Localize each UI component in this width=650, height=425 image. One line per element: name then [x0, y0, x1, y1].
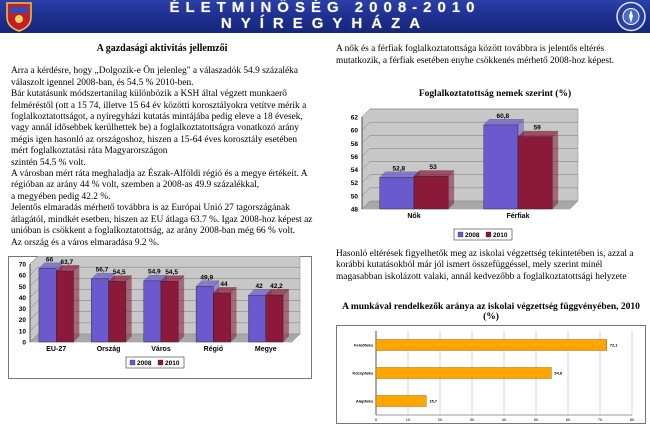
- city-crest-left: [4, 1, 34, 32]
- x-tick-label: 70: [597, 417, 603, 422]
- bar-side-2010: [283, 289, 289, 342]
- bar-2008: [39, 268, 56, 342]
- bar-2010: [56, 271, 73, 342]
- employment-by-area-chart: [8, 256, 313, 380]
- y-tick-label: 50: [18, 283, 26, 291]
- bar-top-2010: [414, 171, 454, 177]
- y-tick-label: 54: [350, 167, 358, 175]
- x-tick-label: Nők: [407, 213, 421, 220]
- bar-2008: [196, 286, 213, 342]
- data-label: 44: [220, 280, 228, 288]
- paragraph-4: A városban mért ráta meghaladja az Észak-Alföldi régió és a megye értékeit. A régióban az arány 44 % volt, szemben a 2008-as 49.9 százalékkal,: [11, 169, 307, 191]
- data-label: 63,7: [60, 258, 74, 266]
- data-label: 54,9: [148, 268, 161, 276]
- bar-top-2008: [380, 172, 420, 178]
- bar-2008: [144, 281, 161, 342]
- bar-2008: [249, 295, 266, 342]
- y-tick-label: 30: [18, 306, 26, 314]
- bar-2008: [91, 279, 108, 342]
- x-tick-label: EU-27: [46, 346, 67, 353]
- x-tick-label: 80: [629, 417, 635, 422]
- banner-title: ÉLETMINŐSÉG 2008-2010: [169, 0, 481, 16]
- chart-legend: [454, 229, 512, 240]
- x-tick-label: Város: [151, 346, 171, 353]
- banner-subtitle: NYÍREGYHÁZA: [220, 15, 430, 32]
- y-tick-label: 20: [18, 317, 26, 325]
- y-tick-label: 0: [22, 339, 26, 347]
- legend-swatch: [130, 360, 135, 365]
- data-label: 60,8: [496, 112, 510, 120]
- bar-2010: [161, 281, 178, 342]
- y-tick-label: 10: [18, 328, 26, 336]
- paragraph-2: Bár kutatásunk módszertanilag különbözik a KSH által végzett munkaerő felméréstől (ott a 15 74, illetve 15 64 év közötti korosztályokra vetítve mérik a foglalkoztatottságot, a nyíregyházi kutatás mintájába pedig eleve a 18 évesek, vagy annál idősebbek kerülhettek be) a foglalkoztatottságra vonatkozó arány mégis igen hasonló az országoshoz, hiszen a 15-64 éves korosztály esetében mért foglalkoztatási ráta Magyarországon: [11, 89, 307, 157]
- y-tick-label: 60: [18, 272, 26, 280]
- bar: [376, 368, 551, 379]
- data-label: 54,5: [112, 269, 126, 277]
- bar-2008: [380, 177, 414, 209]
- legend-label: 2010: [165, 360, 180, 367]
- legend-swatch: [158, 360, 163, 365]
- bar-2010: [414, 176, 448, 209]
- x-tick-label: Ország: [96, 346, 121, 353]
- data-label: 54,5: [165, 269, 178, 277]
- data-label: 66: [45, 256, 54, 264]
- y-tick-label: Felsőfokú: [354, 342, 373, 348]
- bar-top-2010: [518, 131, 558, 137]
- y-tick-label: 70: [18, 261, 26, 269]
- bar-2008: [484, 125, 518, 209]
- bar-side-2010: [126, 276, 132, 342]
- header-banner: [0, 0, 650, 33]
- bar-2010: [109, 281, 126, 342]
- x-tick-label: 30: [469, 417, 475, 422]
- x-tick-label: Megye: [254, 346, 277, 353]
- bar-top-2008: [484, 119, 524, 125]
- bar-2010: [518, 137, 552, 209]
- data-label: 56,7: [95, 266, 109, 274]
- data-label: 42: [255, 283, 263, 291]
- bar-side-2010: [231, 287, 237, 342]
- y-tick-label: 60: [350, 127, 358, 135]
- data-label: 59: [533, 124, 541, 132]
- data-label: 42,2: [270, 282, 283, 290]
- employment-by-education-chart: [336, 325, 646, 425]
- data-label: 72,1: [609, 342, 618, 348]
- bar-side-2010: [178, 276, 184, 342]
- data-label: 53: [429, 164, 437, 172]
- y-tick-label: 56: [350, 153, 358, 161]
- data-label: 15,7: [429, 398, 438, 404]
- y-tick-label: 48: [350, 206, 358, 214]
- y-tick-label: Középfokú: [352, 370, 373, 376]
- x-tick-label: 20: [437, 417, 443, 422]
- right-intro-text: A nők és a férfiak foglalkoztatottsága között továbbra is jelentős eltérés mutatkozik, a férfiak esetében enyhe csökkenés mérhető 2008-hoz képest.: [336, 44, 615, 66]
- data-label: 49,9: [200, 274, 214, 282]
- data-label: 54,8: [554, 370, 563, 376]
- bar: [376, 340, 607, 351]
- legend-swatch: [458, 232, 463, 237]
- y-tick-label: 52: [350, 180, 358, 188]
- data-label: 52,8: [392, 165, 406, 173]
- y-tick-label: 58: [350, 140, 358, 148]
- paragraph-5: a megyében pedig 42.2 %.: [11, 191, 111, 202]
- bar: [376, 396, 426, 407]
- paragraph-3: szintén 54.5 % volt.: [11, 157, 86, 168]
- bar-side-2010: [448, 171, 454, 209]
- y-tick-label: 50: [350, 193, 358, 201]
- x-tick-label: 40: [501, 417, 507, 422]
- bar-2010: [266, 295, 283, 342]
- left-article: [11, 43, 313, 249]
- legend-label: 2008: [465, 232, 480, 239]
- legend-label: 2010: [493, 232, 508, 239]
- university-seal-right: [616, 1, 646, 32]
- bar-2010: [213, 293, 230, 342]
- bar-side-2010: [552, 131, 558, 209]
- gender-chart-title: Foglalkoztatottság nemek szerint (%): [418, 89, 572, 99]
- y-tick-label: Alapfokú: [355, 398, 373, 404]
- x-tick-label: 60: [565, 417, 571, 422]
- x-tick-label: Férfiak: [506, 213, 530, 220]
- x-tick-label: 50: [533, 417, 539, 422]
- chart-legend: [126, 357, 184, 368]
- paragraph-6: Jelentős elmaradás mérhető továbbra is az Európai Unió 27 tagországának átlagától, mindkét esetben, hiszen az EU átlaga 63.7 %. Igaz 2008-hoz képest az unióban is csökkent a foglalkoztatottság, az arány 2008-ban még 66 % volt.: [11, 203, 313, 237]
- paragraph-7: Az ország és a város elmaradása 9.2 %.: [11, 237, 160, 248]
- x-tick-label: Régió: [203, 346, 224, 353]
- legend-label: 2008: [137, 360, 152, 367]
- section-heading: A gazdasági aktivitás jellemzői: [96, 43, 228, 54]
- education-chart-title: A munkával rendelkezők aránya az iskolai végzettség függvényében, 2010 (%): [342, 302, 640, 322]
- employment-by-gender-chart: [336, 103, 641, 245]
- bar-side-2010: [73, 265, 79, 342]
- y-tick-label: 62: [350, 114, 358, 122]
- paragraph-1: Arra a kérdésre, hogy „Dolgozik-e Ön jelenleg" a válaszadók 54.9 százaléka válaszolt igennel 2008-ban, és 54.5 % 2010-ben.: [11, 66, 299, 88]
- legend-swatch: [486, 232, 491, 237]
- right-paragraph-2: Hasonló eltérések figyelhetők meg az iskolai végzettség tekintetében is, azzal a korábbi kutatásokból már jól ismert összefüggéssel, mely szerint minél magasabban iskolázott valaki, annál kedvezőbb a foglalkoztatottsági helyzete: [336, 249, 634, 282]
- x-tick-label: 10: [405, 417, 411, 422]
- y-tick-label: 40: [18, 294, 26, 302]
- x-tick-label: 0: [374, 417, 378, 422]
